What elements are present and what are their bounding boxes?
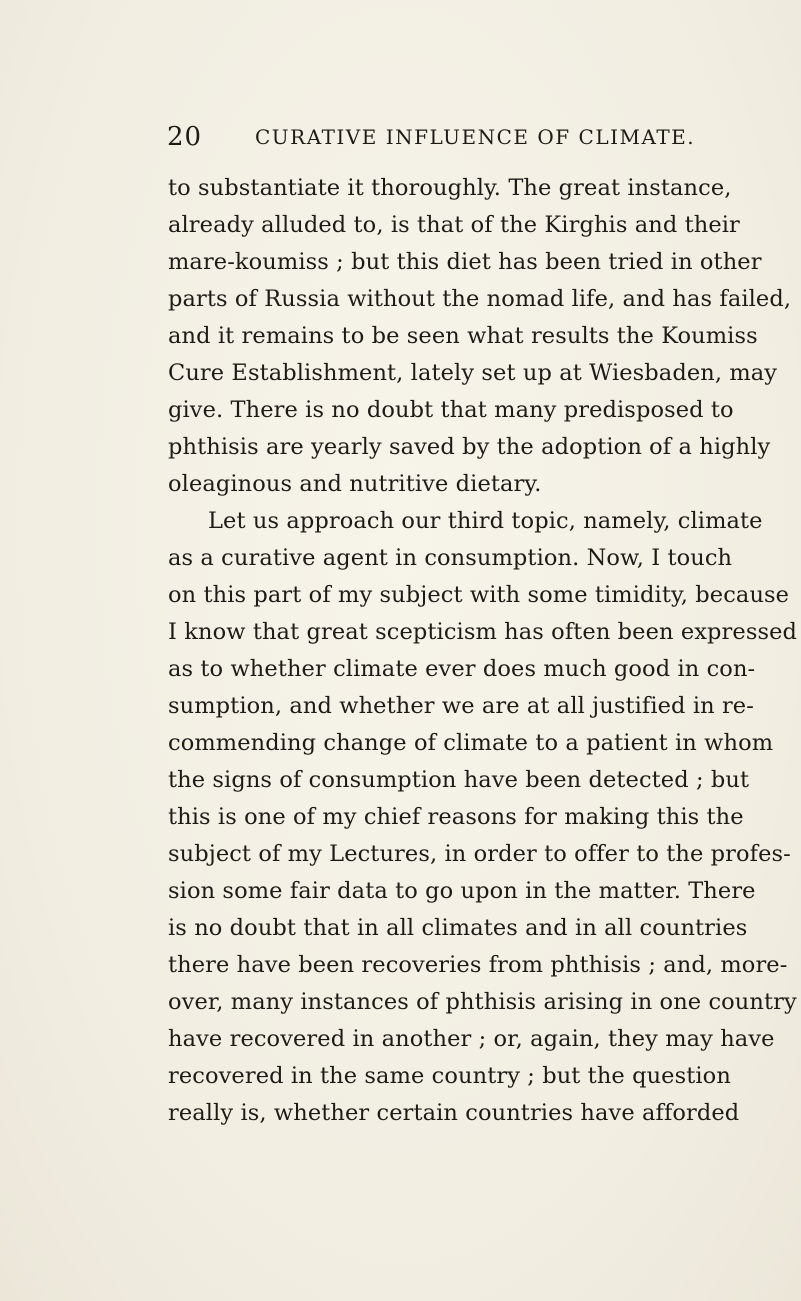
text-line: this is one of my chief reasons for making this the <box>168 804 744 830</box>
text-line: there have been recoveries from phthisis ; and, more- <box>168 952 788 978</box>
text-line: really is, whether certain countries have afforded <box>168 1100 740 1126</box>
text-line: give. There is no doubt that many predisposed to <box>168 397 734 423</box>
text-line: mare-koumiss ; but this diet has been tried in other <box>168 249 762 275</box>
text-line: over, many instances of phthisis arising in one country <box>168 989 797 1015</box>
text-line: phthisis are yearly saved by the adoption of a highly <box>168 434 771 460</box>
running-head: CURATIVE INFLUENCE OF CLIMATE. <box>255 125 696 149</box>
text-line: to substantiate it thoroughly. The great instance, <box>168 175 732 201</box>
paragraph-end-line: oleaginous and nutritive dietary. <box>168 471 542 497</box>
page-header <box>167 120 707 154</box>
page-number: 20 <box>167 122 203 152</box>
text-line: Cure Establishment, lately set up at Wiesbaden, may <box>168 360 778 386</box>
text-line: sumption, and whether we are at all justified in re- <box>168 693 754 719</box>
text-line: I know that great scepticism has often been expressed <box>168 619 798 645</box>
body-text <box>168 170 798 1132</box>
text-line: already alluded to, is that of the Kirghis and their <box>168 212 740 238</box>
text-line: parts of Russia without the nomad life, and has failed, <box>168 286 792 312</box>
text-line: subject of my Lectures, in order to offer to the profes- <box>168 841 791 867</box>
text-line: as to whether climate ever does much good in con- <box>168 656 756 682</box>
text-line: the signs of consumption have been detected ; but <box>168 767 750 793</box>
text-line: recovered in the same country ; but the question <box>168 1063 731 1089</box>
text-line: is no doubt that in all climates and in all countries <box>168 915 748 941</box>
text-line: have recovered in another ; or, again, they may have <box>168 1026 775 1052</box>
text-line: as a curative agent in consumption. Now, I touch <box>168 545 733 571</box>
text-line: sion some fair data to go upon in the matter. There <box>168 878 756 904</box>
paragraph-start-line: Let us approach our third topic, namely, climate <box>208 508 763 534</box>
text-line: on this part of my subject with some timidity, because <box>168 582 790 608</box>
text-line: and it remains to be seen what results the Koumiss <box>168 323 758 349</box>
text-line: commending change of climate to a patient in whom <box>168 730 774 756</box>
